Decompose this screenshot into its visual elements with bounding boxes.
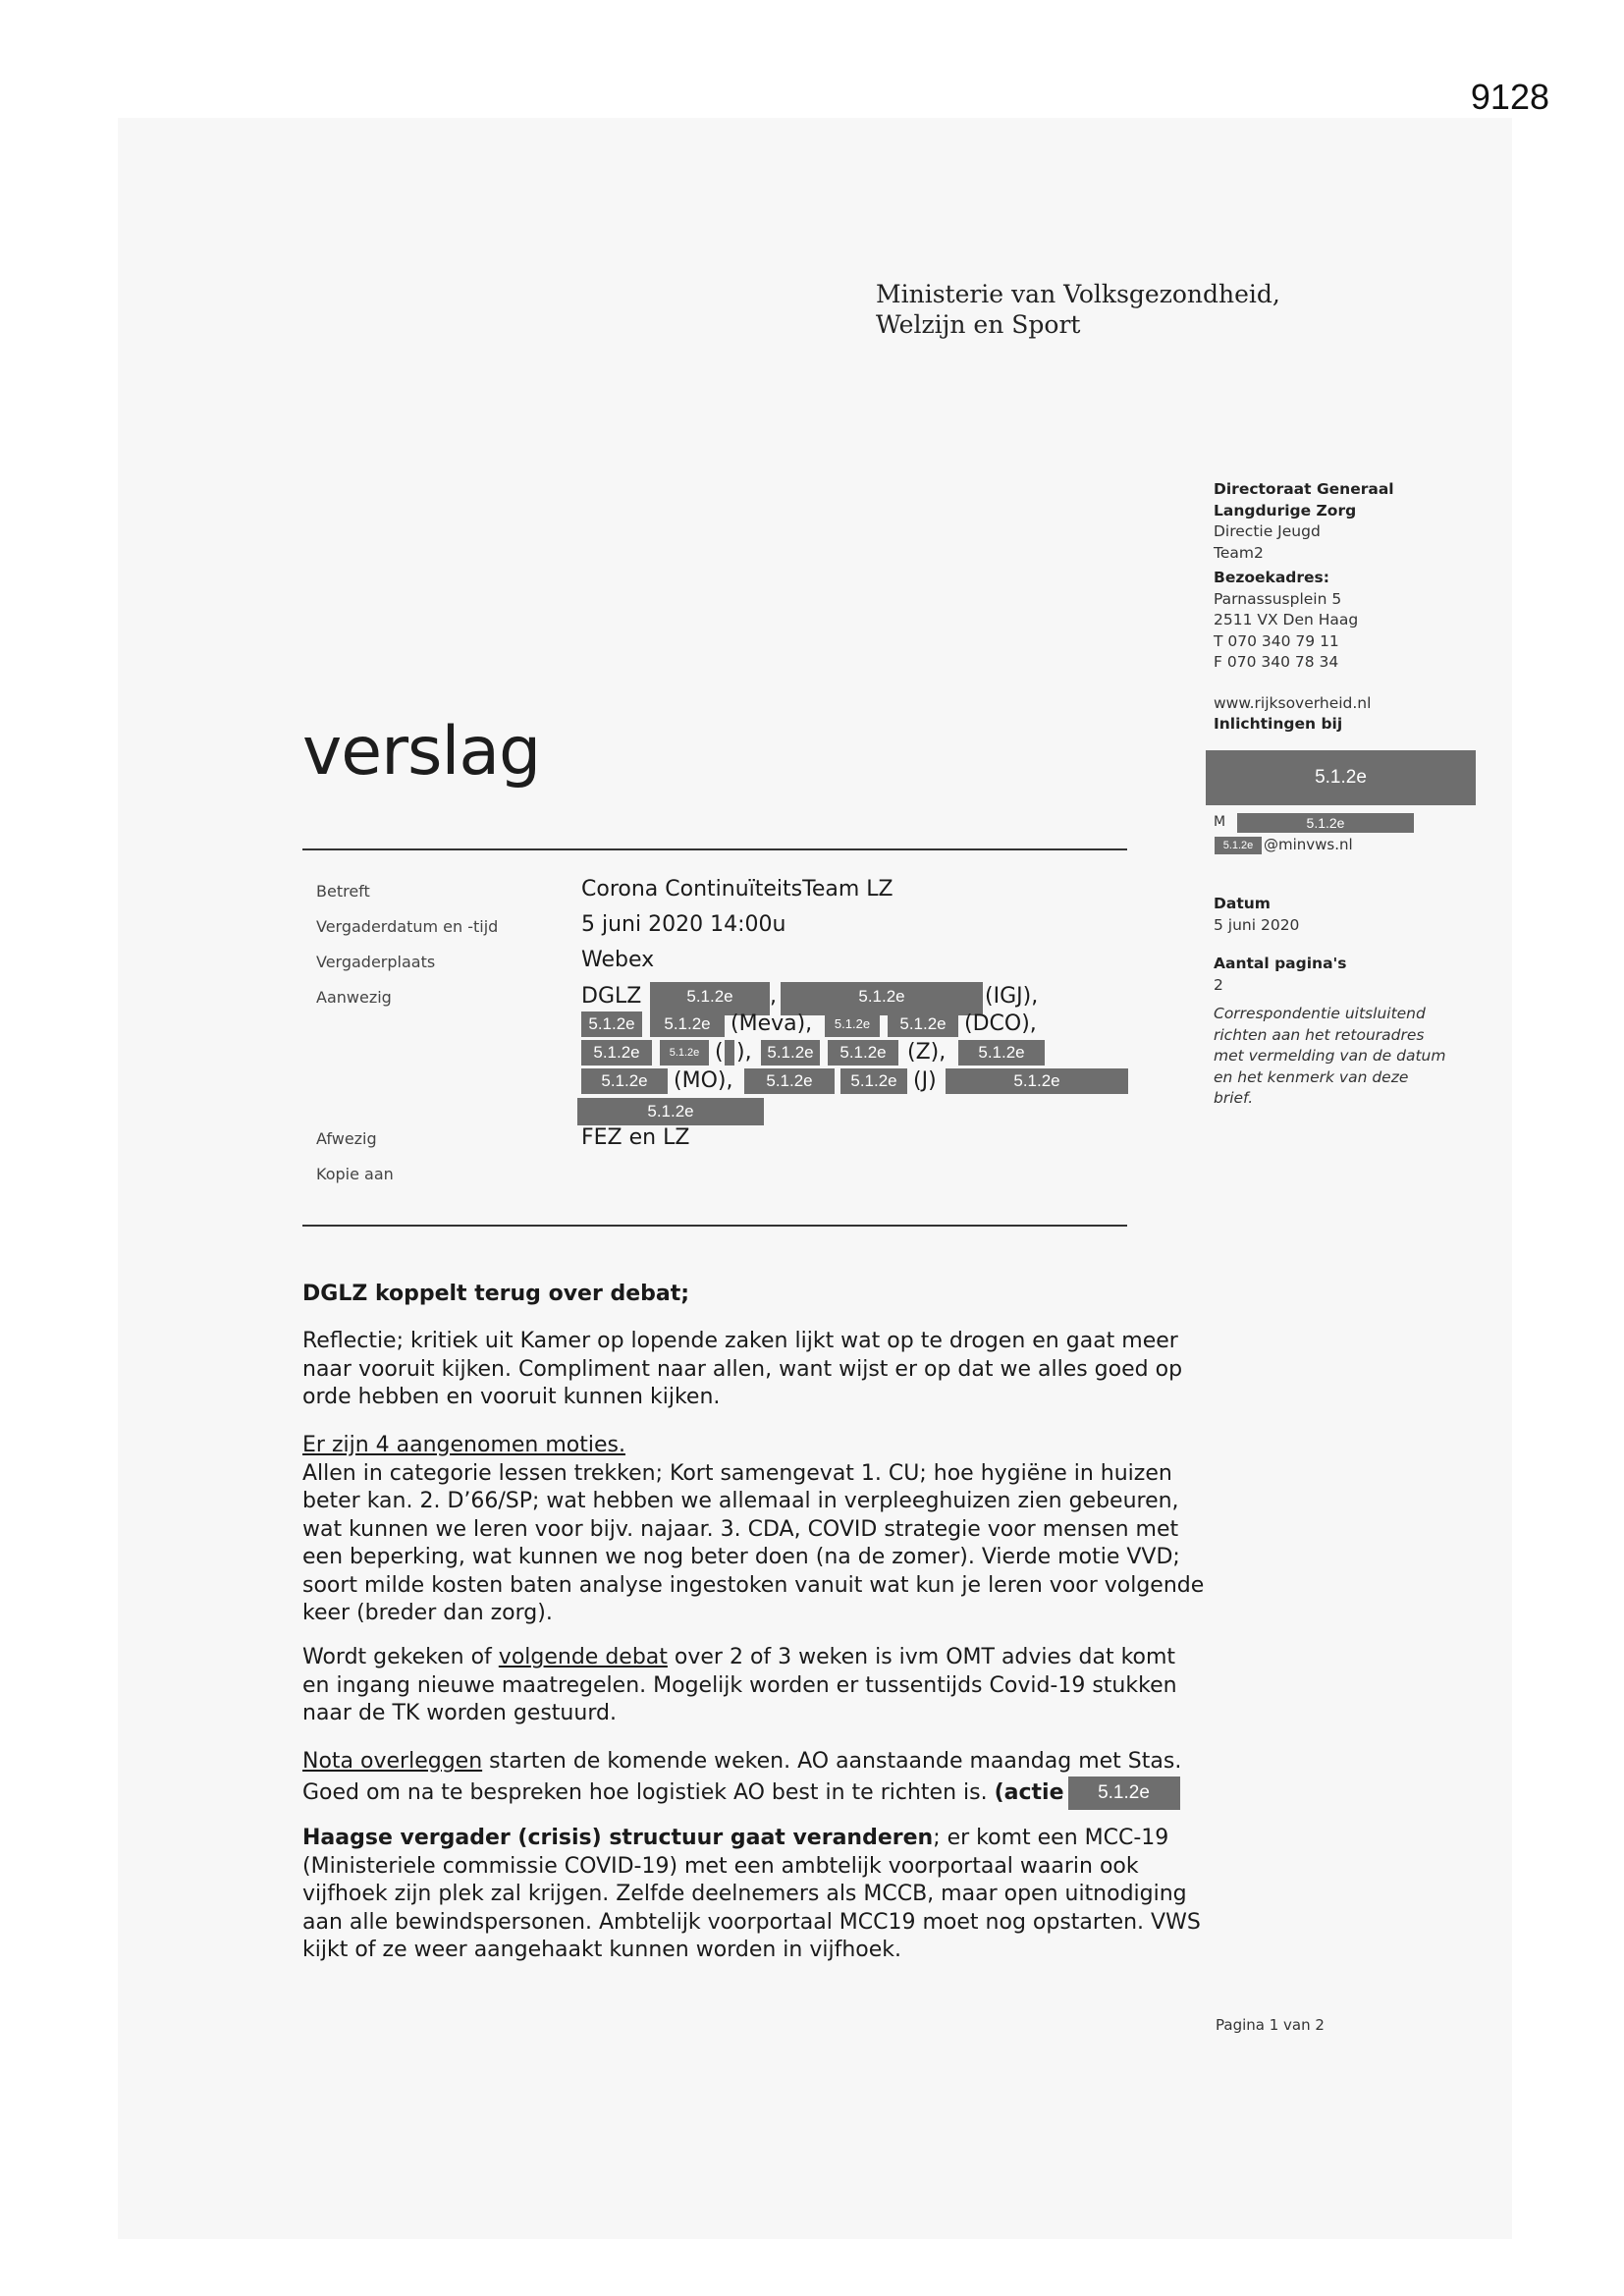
m-label: M [1214, 814, 1226, 830]
redaction-mobile: 5.1.2e [1237, 813, 1414, 833]
pagina-label: Aantal pagina's [1214, 955, 1347, 972]
note-line-5: brief. [1214, 1089, 1254, 1107]
redaction: 5.1.2e [840, 1068, 907, 1094]
document-title: verslag [302, 713, 541, 791]
page-footer: Pagina 1 van 2 [1216, 2016, 1325, 2034]
redaction: 5.1.2e [761, 1040, 820, 1066]
redaction: 5.1.2e [650, 1011, 725, 1037]
paragraph-moties [302, 1432, 1206, 1628]
aanwezig-meva: (Meva), [731, 1011, 813, 1036]
redaction: 5.1.2e [581, 1068, 668, 1094]
redaction-contact: 5.1.2e [1206, 750, 1476, 805]
crisis-rest: ; er komt een MCC-19 (Ministeriele commissie COVID-19) met een ambtelijk voorportaal waarin ook vijfhoek zijn plek zal krijgen. Zelfde deelnemers als MCCB, maar open uitnodiging aan alle bewindspersonen. Ambtelijk voorportaal MCC19 moet nog opstarten. VWS kijkt of ze weer aangehaakt kunnen worden in vijfhoek. [302, 1826, 1201, 1962]
nota-line-2 [302, 1777, 1206, 1810]
betreft-label: Betreft [316, 882, 370, 901]
bezoekadres-label: Bezoekadres: [1214, 569, 1329, 586]
dg-line-1: Directoraat Generaal [1214, 480, 1394, 498]
debat-text [302, 1644, 1206, 1728]
section-heading: DGLZ koppelt terug over debat; [302, 1282, 690, 1306]
datum-tijd-label: Vergaderdatum en -tijd [316, 917, 499, 936]
website: www.rijksoverheid.nl [1214, 693, 1372, 712]
aanwezig-paren-open: ( [715, 1040, 724, 1065]
directie: Directie Jeugd [1214, 522, 1321, 540]
city: 2511 VX Den Haag [1214, 611, 1359, 629]
redaction: 5.1.2e [781, 982, 983, 1015]
paragraph-debat [302, 1644, 1206, 1728]
debat-link: volgende debat [498, 1645, 668, 1669]
fax: F 070 340 78 34 [1214, 653, 1339, 671]
street: Parnassusplein 5 [1214, 589, 1342, 608]
redaction: 5.1.2e [888, 1011, 958, 1037]
top-divider [302, 848, 1127, 850]
redaction-email: 5.1.2e [1215, 837, 1262, 854]
redaction-small [725, 1040, 734, 1066]
paragraph-reflectie [302, 1328, 1206, 1412]
email-suffix: @minvws.nl [1264, 836, 1353, 853]
bottom-divider [302, 1225, 1127, 1227]
ministry-logo-text [876, 279, 1280, 340]
datum-value: 5 juni 2020 [1214, 915, 1300, 934]
redaction: 5.1.2e [744, 1068, 835, 1094]
redaction: 5.1.2e [660, 1040, 709, 1066]
pagina-count: 2 [1214, 975, 1223, 994]
nota-text: starten de komende weken. AO aanstaande maandag met Stas. [482, 1749, 1182, 1774]
note-line-2: richten aan het retouradres [1214, 1025, 1425, 1044]
note-line-3: met vermelding van de datum [1214, 1047, 1446, 1065]
redaction: 5.1.2e [825, 1011, 880, 1037]
redaction-actie: 5.1.2e [1068, 1777, 1180, 1810]
redaction: 5.1.2e [958, 1040, 1045, 1066]
afwezig-value: FEZ en LZ [581, 1125, 690, 1150]
dg-line-2: Langdurige Zorg [1214, 501, 1357, 519]
datum-tijd-value: 5 juni 2020 14:00u [581, 912, 786, 937]
sidebar-address [1214, 479, 1394, 736]
aanwezig-z: (Z), [907, 1040, 947, 1065]
redaction: 5.1.2e [581, 1040, 652, 1066]
redaction: 5.1.2e [828, 1040, 898, 1066]
ministry-line-2: Welzijn en Sport [876, 310, 1081, 339]
actie-label: (actie [994, 1779, 1064, 1805]
paragraph-nota [302, 1748, 1206, 1810]
redaction: 5.1.2e [581, 1011, 642, 1037]
afwezig-label: Afwezig [316, 1129, 377, 1148]
aanwezig-j: (J) [913, 1068, 937, 1093]
plaats-label: Vergaderplaats [316, 953, 436, 971]
aanwezig-igj: (IGJ), [985, 984, 1039, 1009]
aanwezig-paren-close: ), [736, 1040, 752, 1065]
aanwezig-comma: , [770, 984, 777, 1009]
redaction: 5.1.2e [650, 982, 770, 1015]
crisis-bold: Haagse vergader (crisis) structuur gaat veranderen [302, 1826, 934, 1850]
note-line-4: en het kenmerk van deze [1214, 1067, 1409, 1086]
betreft-value: Corona ContinuïteitsTeam LZ [581, 877, 893, 902]
debat-text-a: Wordt gekeken of [302, 1645, 499, 1669]
nota-text-b: Goed om na te bespreken hoe logistiek AO best in te richten is. [302, 1779, 995, 1805]
aanwezig-dco: (DCO), [964, 1011, 1037, 1036]
ministry-line-1: Ministerie van Volksgezondheid, [876, 280, 1280, 308]
moties-text: Allen in categorie lessen trekken; Kort samengevat 1. CU; hoe hygiëne in huizen beter kan. 2. D’66/SP; wat hebben we allemaal in verpleeghuizen zien gebeuren, wat kunnen we leren voor bijv. najaar. 3. CDA, COVID strategie voor mensen met een beperking, wat kunnen we nog beter doen (na de zomer). Vierde motie VVD; soort milde kosten baten analyse ingestoken vanuit wat kun je leren voor volgende keer (breder dan zorg). [302, 1460, 1205, 1625]
debat-text-b: over 2 of 3 weken is ivm OMT advies dat komt en ingang nieuwe maatregelen. Mogelijk worden er tussentijds Covid-19 stukken naar de TK worden gestuurd. [302, 1645, 1177, 1725]
aanwezig-dglz: DGLZ [581, 984, 642, 1009]
redaction: 5.1.2e [946, 1068, 1128, 1094]
nota-link: Nota overleggen [302, 1749, 483, 1774]
note-line-1: Correspondentie uitsluitend [1214, 1005, 1426, 1022]
moties-heading: Er zijn 4 aangenomen moties. [302, 1433, 625, 1457]
datum-label: Datum [1214, 895, 1271, 912]
sidebar-date [1214, 894, 1445, 1110]
inlichtingen-label: Inlichtingen bij [1214, 715, 1343, 733]
plaats-value: Webex [581, 948, 655, 972]
paragraph-text: Reflectie; kritiek uit Kamer op lopende zaken lijkt wat op te drogen en gaat meer naar vooruit kijken. Compliment naar allen, want wijst er op dat we alles goed op orde hebben en vooruit kunnen kijken. [302, 1329, 1183, 1409]
team: Team2 [1214, 543, 1264, 562]
aanwezig-label: Aanwezig [316, 988, 392, 1007]
kopie-label: Kopie aan [316, 1165, 394, 1183]
redaction: 5.1.2e [577, 1098, 764, 1125]
telephone: T 070 340 79 11 [1214, 631, 1339, 650]
nota-line-1 [302, 1748, 1206, 1777]
paragraph-crisis [302, 1825, 1206, 1965]
page-number: 9128 [1470, 77, 1549, 117]
crisis-text [302, 1825, 1206, 1965]
aanwezig-mo: (MO), [674, 1068, 733, 1093]
